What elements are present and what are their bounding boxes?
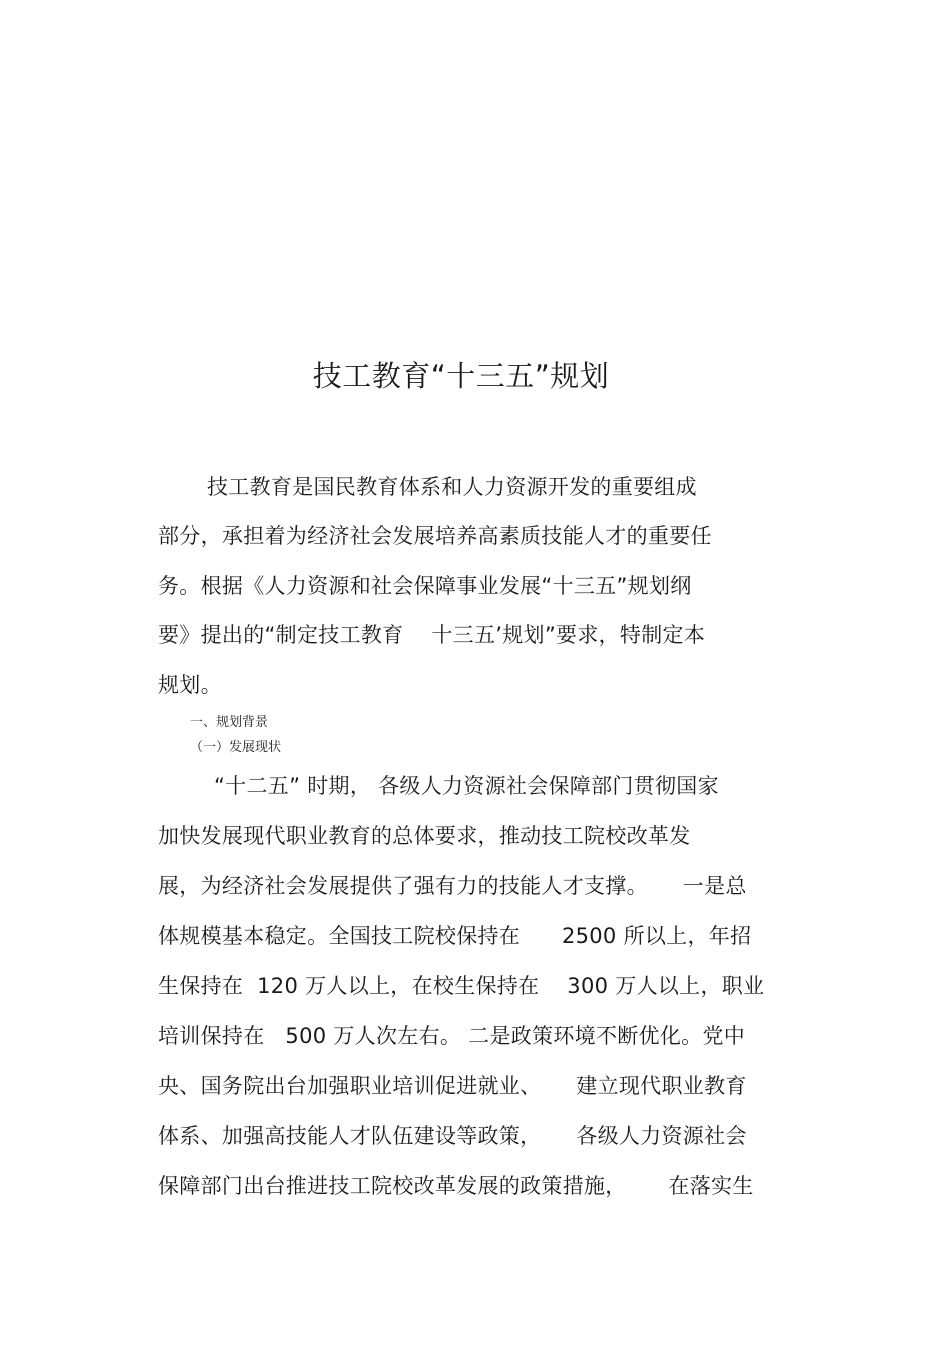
- body-line-7: 央、国务院出台加强职业培训促进就业、 建立现代职业教育: [158, 1074, 747, 1098]
- body-line-2: 加快发展现代职业教育的总体要求，推动技工院校改革发: [158, 824, 691, 848]
- body-line-5: 生保持在 120 万人以上，在校生保持在 300 万人以上，职业: [158, 974, 765, 998]
- intro-line-5: 规划。: [158, 673, 222, 697]
- subsection-heading: （一）发展现状: [190, 740, 282, 755]
- body-line-3: 展，为经济社会发展提供了强有力的技能人才支撑。 一是总: [158, 874, 747, 898]
- section-heading: 一、规划背景: [190, 715, 269, 730]
- intro-line-3: 务。根据《人力资源和社会保障事业发展“十三五”规划纲: [158, 574, 692, 598]
- document-title: 技工教育“十三五”规划: [312, 359, 610, 393]
- intro-line-2: 部分，承担着为经济社会发展培养高素质技能人才的重要任: [158, 524, 712, 548]
- body-line-4: 体规模基本稳定。全国技工院校保持在 2500 所以上，年招: [158, 924, 752, 948]
- intro-line-1: 技工教育是国民教育体系和人力资源开发的重要组成: [207, 475, 697, 499]
- body-line-1: “十二五” 时期， 各级人力资源社会保障部门贯彻国家: [214, 774, 719, 798]
- body-line-6: 培训保持在 500 万人次左右。 二是政策环境不断优化。党中: [158, 1024, 746, 1048]
- body-line-8: 体系、加强高技能人才队伍建设等政策， 各级人力资源社会: [158, 1124, 747, 1148]
- body-line-9: 保障部门出台推进技工院校改革发展的政策措施， 在落实生: [158, 1174, 754, 1198]
- intro-line-4: 要》提出的“制定技工教育 十三五’规划”要求，特制定本: [158, 623, 706, 647]
